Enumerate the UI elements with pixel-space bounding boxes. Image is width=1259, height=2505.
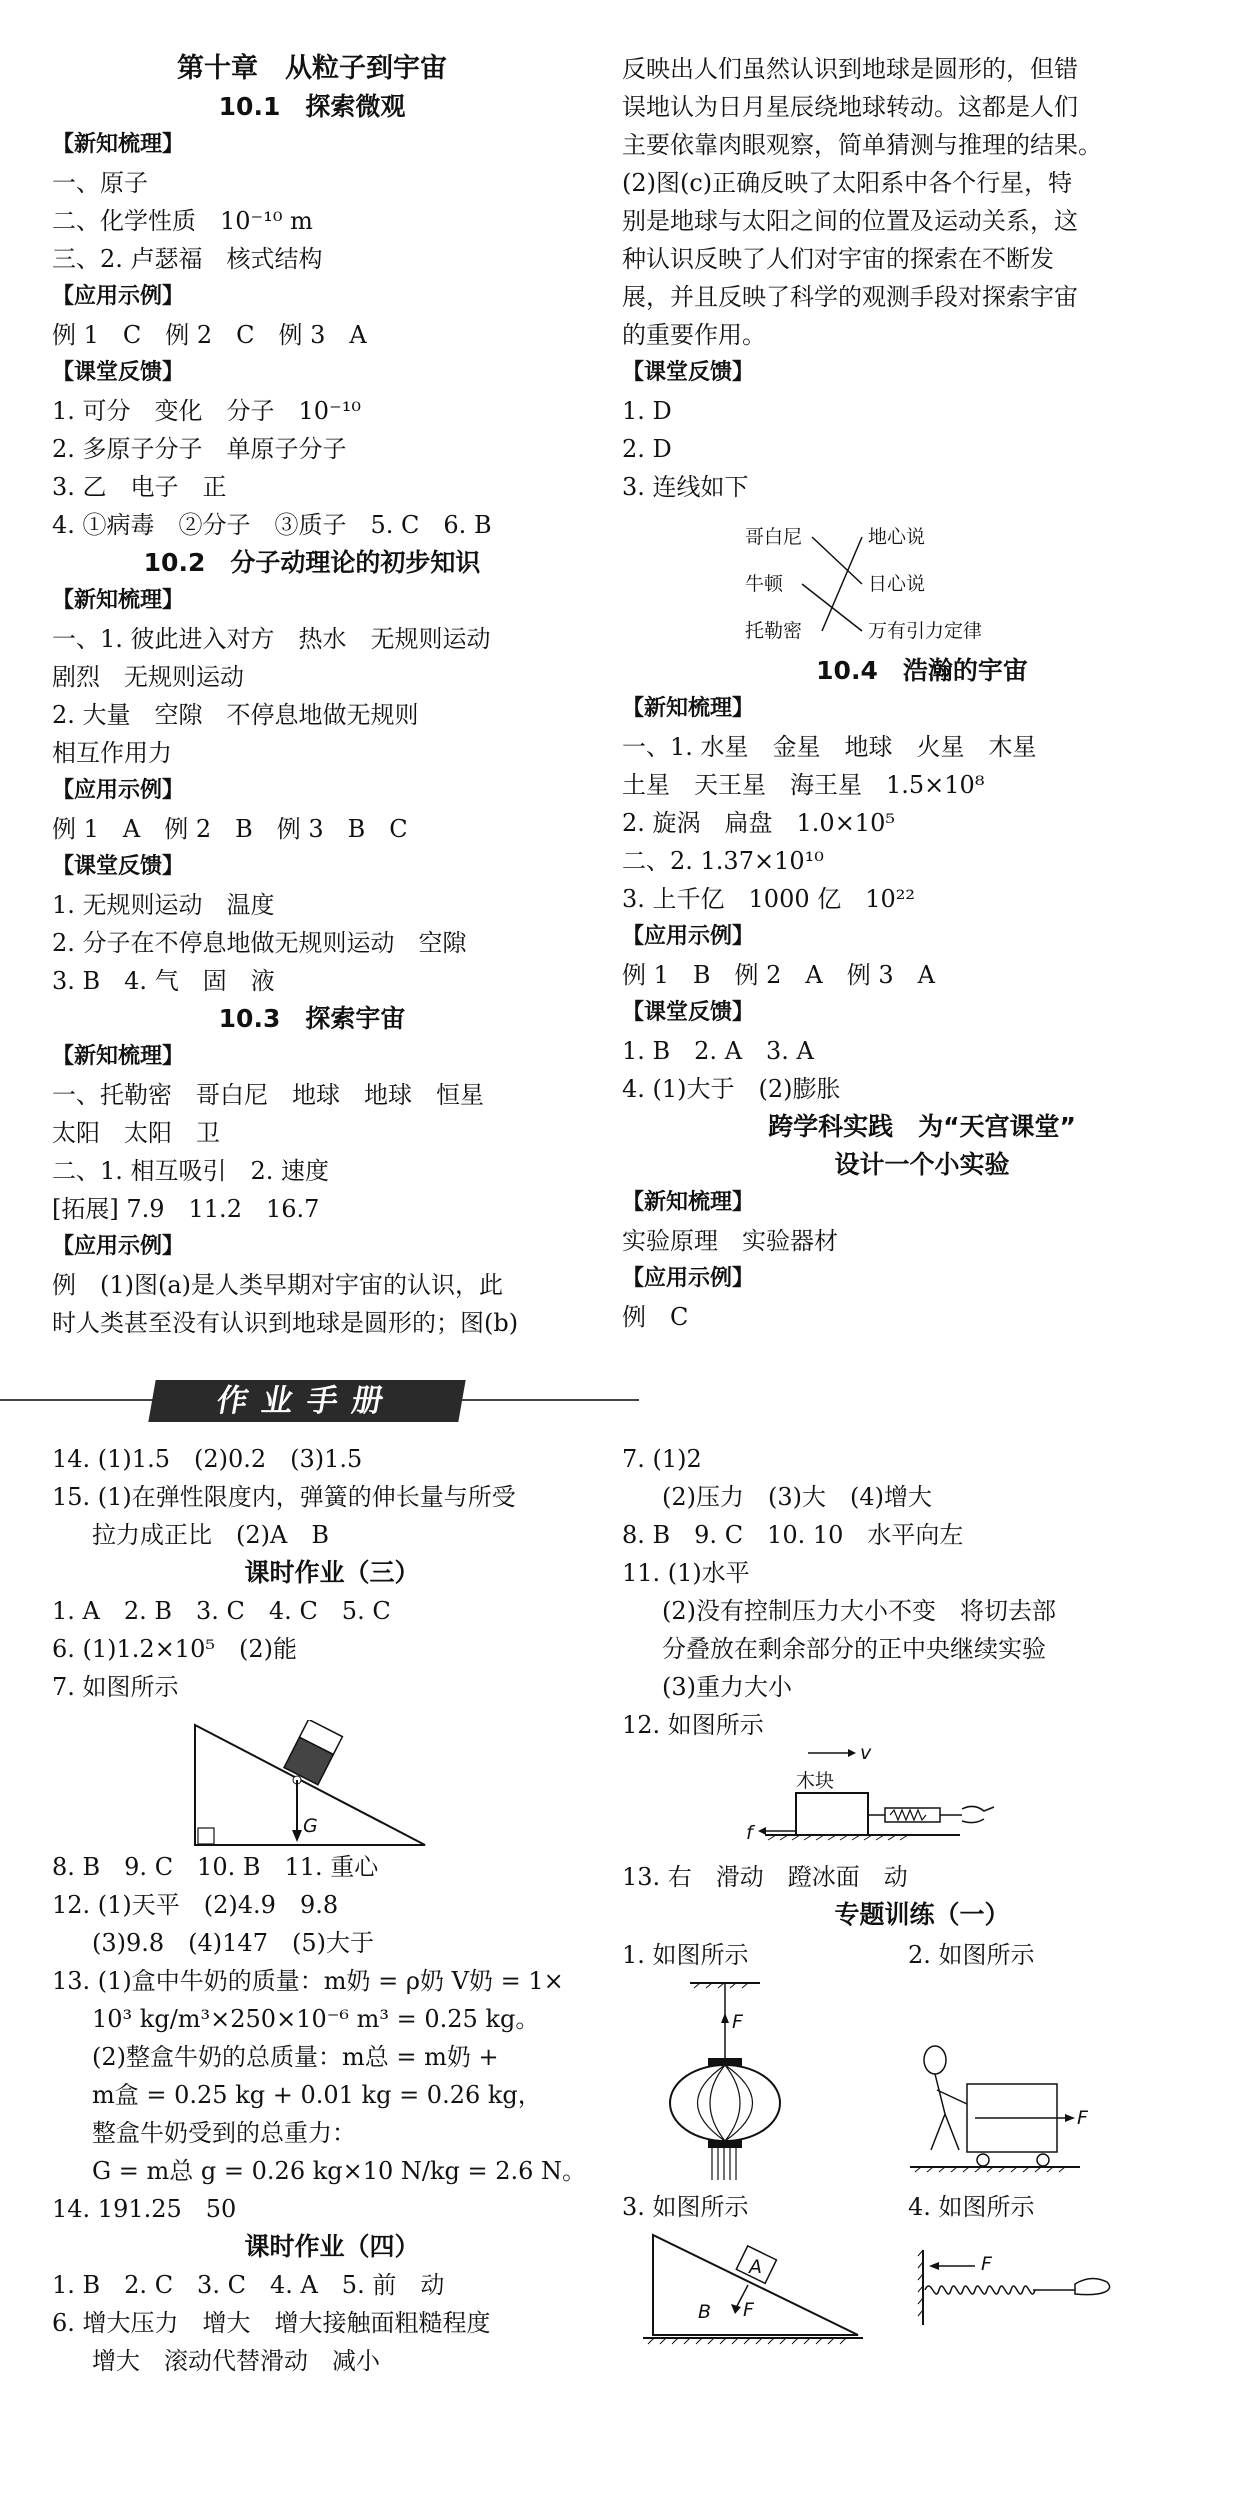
- text-line: 14. (1)1.5 (2)0.2 (3)1.5: [52, 1445, 363, 1473]
- right-column-bottom-b: [622, 1858, 1222, 1934]
- text-line: 2. 旋涡 扁盘 1.0×10⁵: [622, 809, 895, 837]
- text-line: 主要依靠肉眼观察，简单猜测与推理的结果。: [622, 131, 1102, 159]
- text-line: 反映出人们虽然认识到地球是圆形的，但错: [622, 55, 1078, 83]
- text-line: 1. 可分 变化 分子 10⁻¹⁰: [52, 397, 361, 425]
- text-line: 10.3 探索宇宙: [218, 1004, 406, 1033]
- text-line: 课时作业（四）: [244, 2232, 420, 2261]
- text-line: 例 1 A 例 2 B 例 3 B C: [52, 815, 408, 843]
- text-line: 实验原理 实验器材: [622, 1227, 838, 1255]
- text-line: 例 (1)图(a)是人类早期对宇宙的认识，此: [52, 1271, 504, 1299]
- caption-3: 3. 如图所示: [622, 2193, 749, 2221]
- text-line: 3. B 4. 气 固 液: [52, 967, 275, 995]
- caption-1: 1. 如图所示: [622, 1941, 749, 1969]
- text-line: 【新知梳理】: [52, 1044, 185, 1069]
- incline-f-label: F: [743, 2299, 754, 2321]
- text-line: 3. 上千亿 1000 亿 10²²: [622, 885, 916, 913]
- text-line: 1. A 2. B 3. C 4. C 5. C: [52, 1597, 391, 1625]
- left-column-bottom-b: [52, 1848, 612, 2380]
- text-line: 【应用示例】: [52, 778, 185, 803]
- text-line: 2. 多原子分子 单原子分子: [52, 435, 347, 463]
- text-line: 第十章 从粒子到宇宙: [177, 53, 447, 84]
- text-line: 【新知梳理】: [52, 132, 185, 157]
- incline-figure: [190, 1720, 440, 1850]
- block-label: 木块: [796, 1770, 835, 1792]
- text-line: 一、1. 彼此进入对方 热水 无规则运动: [52, 625, 491, 653]
- text-line: 时人类甚至没有认识到地球是圆形的；图(b): [52, 1309, 519, 1337]
- text-line: 7. 如图所示: [52, 1673, 179, 1701]
- text-line: 10.4 浩瀚的宇宙: [816, 656, 1028, 685]
- text-line: 【应用示例】: [52, 1234, 185, 1259]
- text-line: 2. 大量 空隙 不停息地做无规则: [52, 701, 419, 729]
- text-line: 三、2. 卢瑟福 核式结构: [52, 245, 323, 273]
- text-line: 专题训练（一）: [834, 1900, 1010, 1929]
- text-line: 例 1 B 例 2 A 例 3 A: [622, 961, 935, 989]
- text-line: (2)没有控制压力大小不变 将切去部: [662, 1597, 1056, 1625]
- text-line: 展，并且反映了科学的观测手段对探索宇宙: [622, 283, 1078, 311]
- text-line: 【应用示例】: [622, 924, 755, 949]
- spring-figure: [915, 2240, 1125, 2340]
- text-line: 【课堂反馈】: [52, 360, 185, 385]
- text-line: 【应用示例】: [52, 284, 185, 309]
- text-line: 【课堂反馈】: [622, 360, 755, 385]
- text-line: 6. (1)1.2×10⁵ (2)能: [52, 1635, 297, 1663]
- right-column-top-a: [622, 50, 1222, 506]
- lantern-force-label: F: [732, 2011, 743, 2033]
- velocity-label: v: [860, 1745, 872, 1764]
- text-line: 【新知梳理】: [622, 696, 755, 721]
- text-line: 二、化学性质 10⁻¹⁰ m: [52, 207, 313, 235]
- text-line: 10³ kg/m³×250×10⁻⁶ m³ = 0.25 kg。: [92, 2005, 540, 2033]
- text-line: (2)整盒牛奶的总质量：m总 = m奶 +: [92, 2043, 499, 2071]
- text-line: 拉力成正比 (2)A B: [92, 1521, 329, 1549]
- match-right-1: 地心说: [868, 526, 926, 548]
- cart-figure: [905, 2040, 1105, 2175]
- incline-b-label: B: [698, 2301, 712, 2323]
- right-column-bottom-a: [622, 1440, 1222, 1744]
- text-line: 12. (1)天平 (2)4.9 9.8: [52, 1891, 339, 1919]
- match-left-3: 托勒密: [745, 620, 803, 642]
- text-line: (3)重力大小: [662, 1673, 792, 1701]
- text-line: 3. 连线如下: [622, 473, 749, 501]
- text-line: 1. B 2. C 3. C 4. A 5. 前 动: [52, 2271, 445, 2299]
- text-line: 设计一个小实验: [834, 1150, 1010, 1179]
- match-line-1: [812, 537, 862, 584]
- text-line: 1. 无规则运动 温度: [52, 891, 275, 919]
- matching-diagram: [740, 510, 1070, 650]
- text-line: 例 1 C 例 2 C 例 3 A: [52, 321, 367, 349]
- text-line: 太阳 太阳 卫: [52, 1119, 220, 1147]
- incline-block-figure: [638, 2230, 868, 2350]
- text-line: 1. B 2. A 3. A: [622, 1037, 814, 1065]
- incline-a-label: A: [749, 2256, 762, 2278]
- match-right-2: 日心说: [868, 573, 926, 595]
- text-line: 相互作用力: [52, 739, 172, 767]
- text-line: 二、1. 相互吸引 2. 速度: [52, 1157, 330, 1185]
- text-line: 【新知梳理】: [622, 1190, 755, 1215]
- spring-force-label: F: [981, 2253, 992, 2275]
- text-line: 整盒牛奶受到的总重力：: [92, 2119, 356, 2147]
- text-line: 分叠放在剩余部分的正中央继续实验: [662, 1635, 1046, 1663]
- text-line: 3. 乙 电子 正: [52, 473, 227, 501]
- text-line: 例 C: [622, 1303, 689, 1331]
- text-line: 跨学科实践 为“天宫课堂”: [768, 1112, 1076, 1141]
- text-line: 别是地球与太阳之间的位置及运动关系，这: [622, 207, 1078, 235]
- text-line: 的重要作用。: [622, 321, 766, 349]
- text-line: 一、1. 水星 金星 地球 火星 木星: [622, 733, 1037, 761]
- friction-label: f: [746, 1822, 753, 1844]
- text-line: 【课堂反馈】: [622, 1000, 755, 1025]
- text-line: 13. 右 滑动 蹬冰面 动: [622, 1863, 908, 1891]
- text-line: 12. 如图所示: [622, 1711, 764, 1739]
- text-line: 7. (1)2: [622, 1445, 702, 1473]
- text-line: 4. ①病毒 ②分子 ③质子 5. C 6. B: [52, 511, 492, 539]
- text-line: 一、原子: [52, 169, 148, 197]
- text-line: [拓展] 7.9 11.2 16.7: [52, 1195, 320, 1223]
- text-line: 15. (1)在弹性限度内，弹簧的伸长量与所受: [52, 1483, 516, 1511]
- text-line: 13. (1)盒中牛奶的质量：m奶 = ρ奶 V奶 = 1×: [52, 1967, 564, 1995]
- left-column-bottom-a: [52, 1440, 612, 1706]
- left-column-top: [52, 50, 572, 1342]
- block-figure: [740, 1745, 1020, 1855]
- text-line: 一、托勒密 哥白尼 地球 地球 恒星: [52, 1081, 484, 1109]
- match-left-2: 牛顿: [745, 573, 784, 595]
- text-line: 种认识反映了人们对宇宙的探索在不断发: [622, 245, 1054, 273]
- caption-4: 4. 如图所示: [908, 2193, 1035, 2221]
- text-line: 土星 天王星 海王星 1.5×10⁸: [622, 771, 985, 799]
- text-line: 误地认为日月星辰绕地球转动。这都是人们: [622, 93, 1078, 121]
- text-line: 10.2 分子动理论的初步知识: [143, 548, 481, 577]
- text-line: 6. 增大压力 增大 增大接触面粗糙程度: [52, 2309, 491, 2337]
- text-line: 10.1 探索微观: [218, 92, 406, 121]
- text-line: 2. D: [622, 435, 672, 463]
- right-column-top-b: [622, 652, 1222, 1336]
- match-right-3: 万有引力定律: [868, 620, 983, 642]
- text-line: 1. D: [622, 397, 672, 425]
- text-line: 4. (1)大于 (2)膨胀: [622, 1075, 841, 1103]
- text-line: (2)压力 (3)大 (4)增大: [662, 1483, 932, 1511]
- text-line: 二、2. 1.37×10¹⁰: [622, 847, 824, 875]
- text-line: 14. 191.25 50: [52, 2195, 237, 2223]
- text-line: 11. (1)水平: [622, 1559, 750, 1587]
- text-line: m盒 = 0.25 kg + 0.01 kg = 0.26 kg，: [92, 2081, 542, 2109]
- text-line: 8. B 9. C 10. 10 水平向左: [622, 1521, 964, 1549]
- text-line: 2. 分子在不停息地做无规则运动 空隙: [52, 929, 467, 957]
- text-line: 【新知梳理】: [52, 588, 185, 613]
- match-left-1: 哥白尼: [745, 526, 803, 548]
- banner-title: 作业手册: [148, 1380, 465, 1422]
- text-line: (3)9.8 (4)147 (5)大于: [92, 1929, 374, 1957]
- text-line: 【课堂反馈】: [52, 854, 185, 879]
- text-line: 【应用示例】: [622, 1266, 755, 1291]
- text-line: 8. B 9. C 10. B 11. 重心: [52, 1853, 379, 1881]
- text-line: 增大 滚动代替滑动 减小: [92, 2347, 380, 2375]
- text-line: (2)图(c)正确反映了太阳系中各个行星，特: [622, 169, 1073, 197]
- text-line: G = m总 g = 0.26 kg×10 N/kg = 2.6 N。: [92, 2157, 587, 2185]
- lantern-figure: [660, 1978, 800, 2188]
- cart-force-label: F: [1077, 2107, 1088, 2129]
- text-line: 课时作业（三）: [244, 1558, 420, 1587]
- incline-g-label: G: [303, 1815, 318, 1837]
- caption-2: 2. 如图所示: [908, 1941, 1035, 1969]
- text-line: 剧烈 无规则运动: [52, 663, 244, 691]
